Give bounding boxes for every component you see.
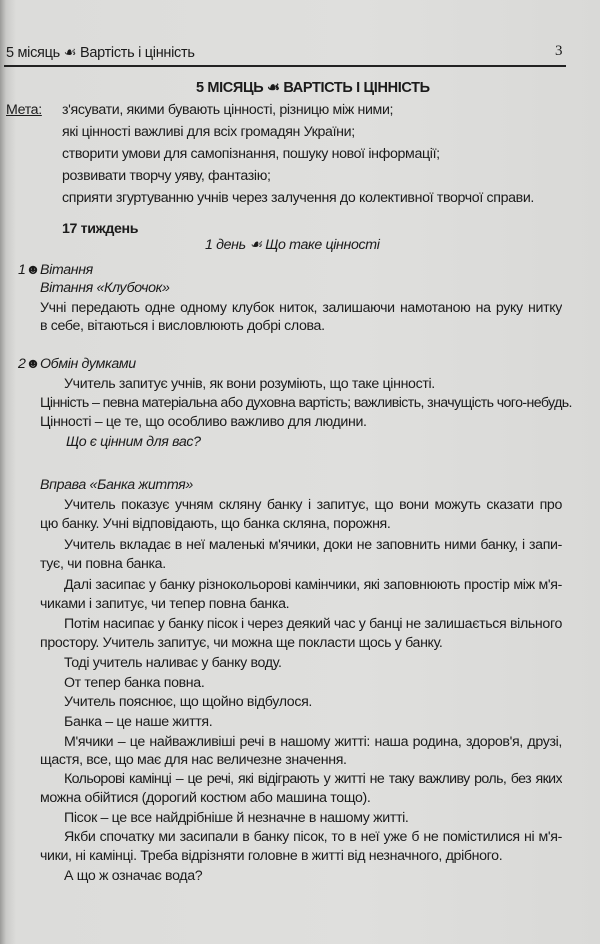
text-line: в себе, вітаються і висловлюють добрі слова.	[40, 318, 325, 334]
section-title: Вітання	[40, 262, 93, 278]
text-line: цю банку. Учні відповідають, що банка скляна, порожня.	[40, 516, 391, 532]
text-line: можна обійтися (дорогий костюм або машина тощо).	[40, 790, 371, 806]
section-subtitle: Вітання «Клубочок»	[40, 280, 170, 296]
text-line: щастя, все, що має для нас величезне значення.	[40, 752, 347, 768]
goal-item: з'ясувати, якими бувають цінності, різницю між ними;	[62, 102, 394, 118]
day-heading: 1 день ☙ Що таке цінності	[205, 237, 380, 253]
goal-label: Мета:	[6, 102, 42, 118]
text-line: Далі засипає у банку різнокольорові камінчики, які заповнюють простір між м'я-	[64, 577, 562, 593]
section-number: 2☻	[18, 356, 41, 372]
week-heading: 17 тиждень	[62, 221, 139, 237]
text-line: Учитель вкладає в неї маленькі м'ячики, доки не заповнить ними банку, і запи-	[64, 537, 562, 553]
text-line: Учні передають одне одному клубок ниток, залишаючи намотаною на руку нитку	[40, 300, 562, 316]
text-line: чики, ні камінці. Треба відрізняти головне в житті від незначного, дрібного.	[40, 848, 503, 864]
text-line: Пісок – це все найдрібніше й незначне в нашому житті.	[64, 810, 409, 826]
text-line: Учитель запитує учнів, як вони розуміють, що таке цінності.	[64, 376, 435, 392]
page-number: 3	[555, 43, 563, 59]
goal-item: які цінності важливі для всіх громадян України;	[62, 124, 355, 140]
chapter-title: 5 МІСЯЦЬ ☙ ВАРТІСТЬ І ЦІННІСТЬ	[196, 80, 430, 96]
goal-item: сприяти згуртуванню учнів через залучення до колективної творчої справи.	[62, 190, 535, 206]
text-line: Потім насипає у банку пісок і через деякий час у банці не залишається вільного	[64, 616, 562, 632]
running-header: 5 місяць ☙ Вартість і цінність	[6, 45, 195, 61]
text-line: Учитель показує учням скляну банку і запитує, що вони можуть сказати про	[64, 497, 562, 513]
goal-item: створити умови для самопізнання, пошуку нової інформації;	[62, 146, 440, 162]
exercise-title: Вправа «Банка життя»	[40, 477, 193, 493]
text-line: тує, чи повна банка.	[40, 556, 166, 572]
section-number: 1☻	[18, 262, 41, 278]
goal-item: розвивати творчу уяву, фантазію;	[62, 168, 271, 184]
text-line: М'ячики – це найважливіші речі в нашому житті: наша родина, здоров'я, друзі,	[64, 734, 562, 750]
text-line: простору. Учитель запитує, чи можна ще покласти щось у банку.	[40, 635, 443, 651]
text-line: Якби спочатку ми засипали в банку пісок, то в неї уже б не помістилися ні м'я-	[64, 829, 562, 845]
text-line: Тоді учитель наливає у банку воду.	[64, 655, 282, 671]
text-line: А що ж означає вода?	[64, 868, 203, 884]
text-line: Банка – це наше життя.	[64, 714, 213, 730]
header-rule	[4, 65, 566, 67]
text-line: Цінності – це те, що особливо важливо для людини.	[40, 414, 367, 430]
text-line: Кольорові камінці – це речі, які відіграють у житті не таку важливу роль, без яких	[64, 771, 562, 787]
question: Що є цінним для вас?	[66, 434, 201, 450]
section-title: Обмін думками	[40, 356, 136, 372]
text-line: Учитель пояснює, що щойно відбулося.	[64, 694, 312, 710]
text-line: чиками і запитує, чи тепер повна банка.	[40, 596, 290, 612]
text-line: От тепер банка повна.	[64, 675, 205, 691]
text-line: Цінність – певна матеріальна або духовна вартість; важливість, значущість чого-небудь.	[40, 395, 572, 411]
